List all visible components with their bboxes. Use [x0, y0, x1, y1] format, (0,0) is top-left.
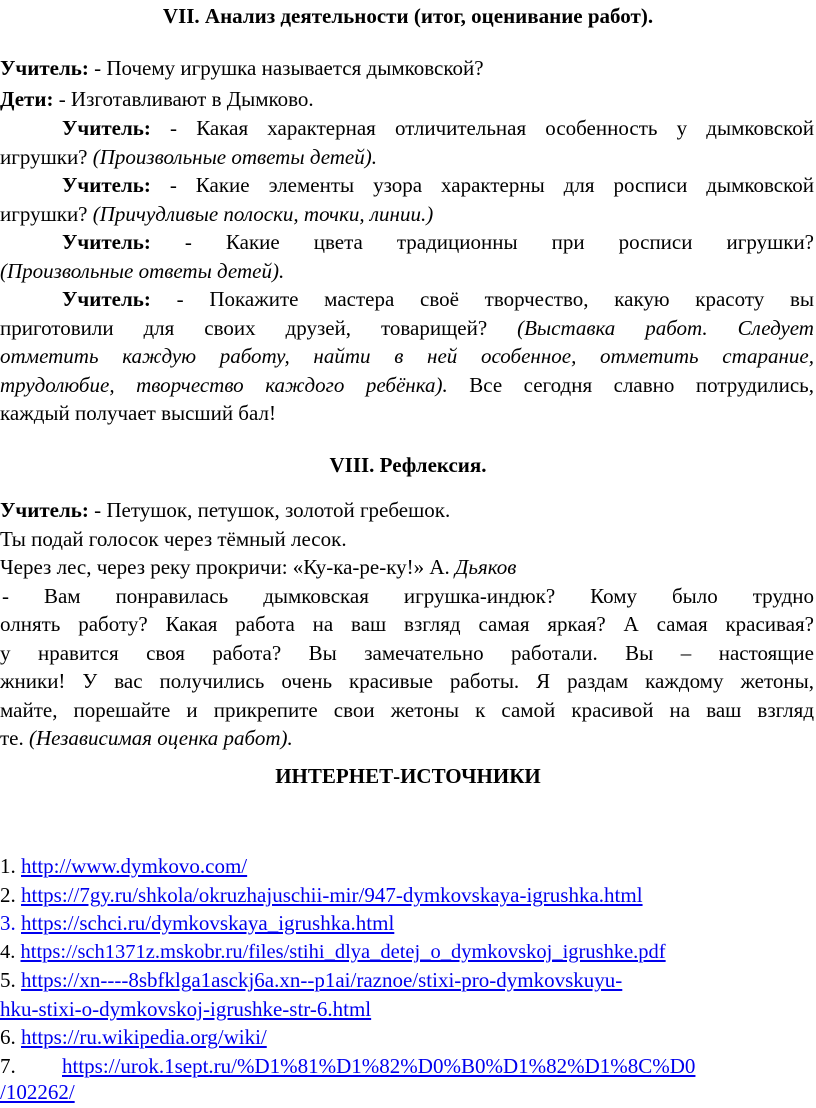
source-item-continuation	[0, 1076, 816, 1108]
italic-note: (Причудливые полоски, точки, линии.)	[92, 202, 434, 226]
poem-text: Через лес, через реку прокричи: «Ку-ка-ре-ку!» А.	[0, 555, 456, 579]
speaker-label: Учитель:	[0, 498, 89, 522]
paragraph-text: те.	[0, 726, 29, 750]
paragraph-line	[0, 722, 816, 754]
dialogue-text: игрушки?	[0, 202, 93, 226]
section-heading: VII. Анализ деятельности (итог, оценивание работ).	[162, 4, 654, 28]
poem-line: Ты подай голосок через тёмный лесок.	[0, 527, 347, 551]
source-link[interactable]: https://urok.1sept.ru/%D1%81%D1%82%D0%B0%D1%82%D1%8C%D0	[62, 1054, 696, 1078]
paragraph-line: - Вам понравилась дымковская игрушка-индюк? Кому было трудно	[2, 584, 814, 608]
speaker-label: Дети:	[0, 87, 54, 111]
speaker-label: Учитель:	[62, 230, 151, 254]
dialogue-line	[0, 52, 816, 84]
dialogue-text: - Почему игрушка называется дымковской?	[88, 56, 484, 80]
source-number: 3.	[0, 911, 21, 935]
dialogue-line	[62, 283, 814, 315]
italic-note: (Независимая оценка работ).	[29, 726, 293, 750]
poem-line	[0, 494, 816, 526]
poem-line	[0, 551, 816, 583]
italic-note: отметить каждую работу, найти в ней особенное, отметить старание,	[0, 344, 814, 368]
dialogue-text: - Какая характерная отличительная особенность у дымковской	[150, 116, 814, 140]
source-link[interactable]: https://sch1371z.mskobr.ru/files/stihi_dlya_detej_o_dymkovskoj_igrushke.pdf	[20, 941, 666, 963]
speaker-label: Учитель:	[62, 173, 151, 197]
source-link[interactable]: http://www.dymkovo.com/	[21, 854, 248, 878]
paragraph-line: олнять работу? Какая работа на ваш взгляд самая яркая? А самая красивая?	[0, 612, 814, 636]
source-item	[0, 907, 816, 939]
source-number: 6.	[0, 1025, 21, 1049]
dialogue-line	[62, 226, 814, 258]
sources-heading: ИНТЕРНЕТ-ИСТОЧНИКИ	[275, 764, 541, 788]
italic-note: (Произвольные ответы детей).	[0, 259, 285, 283]
paragraph-line: у нравится своя работа? Вы замечательно работали. Вы – настоящие	[0, 641, 814, 665]
poem-author: Дьяков	[455, 555, 517, 579]
speaker-label: Учитель:	[62, 287, 151, 311]
source-number: 1.	[0, 854, 21, 878]
speaker-label: Учитель:	[0, 56, 89, 80]
italic-note: трудолюбие, творчество каждого ребёнка).	[0, 373, 448, 397]
italic-note: (Произвольные ответы детей).	[92, 145, 377, 169]
paragraph-line: майте, порешайте и прикрепите свои жетоны к самой красивой на ваш взгляд	[0, 698, 814, 722]
source-number: 2.	[0, 883, 21, 907]
source-item	[0, 1021, 816, 1053]
source-link[interactable]: https://ru.wikipedia.org/wiki/	[21, 1025, 267, 1049]
source-item	[0, 964, 816, 996]
source-link[interactable]: https://xn----8sbfklga1asckj6a.xn--p1ai/raznoe/stixi-pro-dymkovskuyu-	[21, 968, 623, 992]
dialogue-line	[62, 112, 814, 144]
dialogue-text: Все сегодня славно потрудились,	[447, 373, 814, 397]
dialogue-line	[62, 169, 814, 201]
source-link[interactable]: https://schci.ru/dymkovskaya_igrushka.html	[21, 911, 395, 935]
dialogue-text: - Покажите мастера своё творчество, какую красоту вы	[150, 287, 814, 311]
italic-note: (Выставка работ. Следует	[517, 316, 814, 340]
dialogue-text: игрушки?	[0, 145, 93, 169]
poem-text: - Петушок, петушок, золотой гребешок.	[88, 498, 451, 522]
dialogue-line	[0, 83, 816, 115]
source-link[interactable]: https://7gy.ru/shkola/okruzhajuschii-mir/947-dymkovskaya-igrushka.html	[21, 883, 643, 907]
dialogue-text: приготовили для своих друзей, товарищей?	[0, 316, 518, 340]
source-number: 5.	[0, 968, 21, 992]
speaker-label: Учитель:	[62, 116, 151, 140]
dialogue-text: - Какие цвета традиционны при росписи игрушки?	[150, 230, 814, 254]
dialogue-text: - Какие элементы узора характерны для росписи дымковской	[150, 173, 814, 197]
source-link[interactable]: /102262/	[0, 1080, 75, 1104]
source-number: 7.	[0, 1054, 16, 1078]
dialogue-text: каждый получает высший бал!	[0, 401, 276, 425]
dialogue-text: - Изготавливают в Дымково.	[53, 87, 314, 111]
source-item	[0, 850, 816, 882]
paragraph-line: жники! У вас получились очень красивые работы. Я раздам каждому жетоны,	[0, 669, 814, 693]
source-link[interactable]: hku-stixi-o-dymkovskoj-igrushke-str-6.html	[0, 997, 372, 1021]
source-number: 4.	[0, 941, 21, 963]
section-heading: VIII. Рефлексия.	[329, 453, 487, 477]
